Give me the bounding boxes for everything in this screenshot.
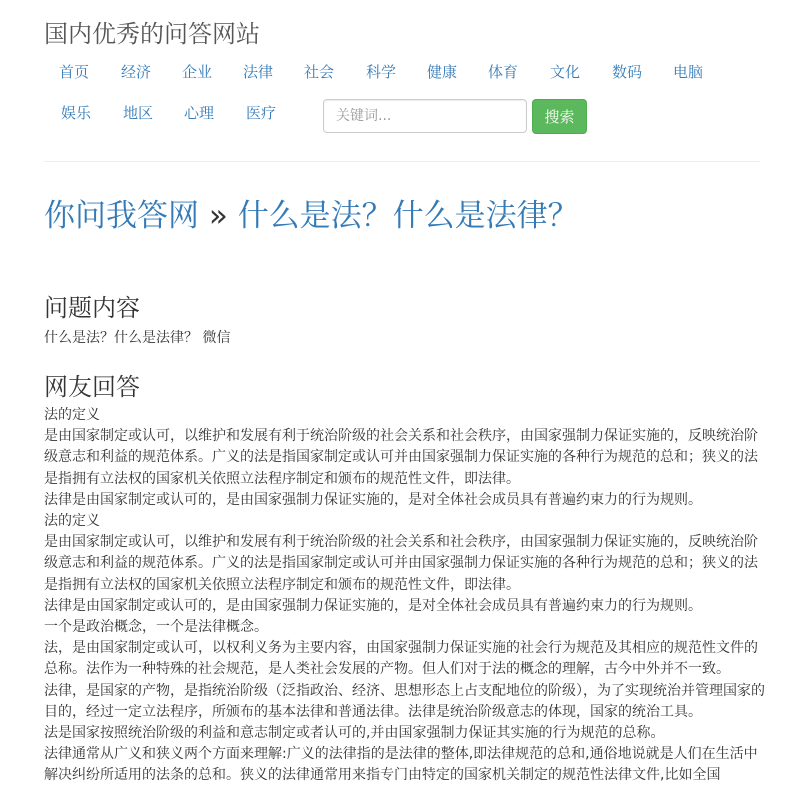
breadcrumb	[44, 190, 579, 235]
answer-paragraph: 法的定义	[44, 407, 100, 423]
nav-item-digital[interactable]: 数码	[612, 63, 643, 81]
answer-paragraph: 法律是由国家制定或认可的，是由国家强制力保证实施的，是对全体社会成员具有普遍约束力的行为规则。	[44, 491, 702, 508]
nav-item-computer[interactable]: 电脑	[673, 63, 704, 81]
nav-item-business[interactable]: 企业	[182, 63, 213, 81]
search-button[interactable]: 搜索	[532, 99, 587, 134]
answer-paragraph: 是由国家制定或认可，以维护和发展有利于统治阶级的社会关系和社会秩序，由国家强制力保证实施的，反映统治阶级意志和利益的规范体系。广义的法是指国家制定或认可并由国家强制力保证实施的各种行为规范的总和；狭义的法是指拥有立法权的国家机关依照立法程序制定和颁布的规范性文件，即法律。	[44, 428, 758, 487]
answer-paragraph: 法是国家按照统治阶级的利益和意志制定或者认可的,并由国家强制力保证其实施的行为规范的总称。	[44, 725, 665, 742]
nav-item-entertainment[interactable]: 娱乐	[61, 104, 92, 122]
answer-paragraph: 法律，是国家的产物，是指统治阶级（泛指政治、经济、思想形态上占支配地位的阶级），为了实现统治并管理国家的目的，经过一定立法程序，所颁布的基本法律和普通法律。法律是统治阶级意志的体现，国家的统治工具。	[44, 682, 765, 720]
nav-item-society[interactable]: 社会	[304, 63, 335, 81]
answer-paragraph: 法律是由国家制定或认可的，是由国家强制力保证实施的，是对全体社会成员具有普遍约束力的行为规则。	[44, 597, 702, 614]
nav-item-home[interactable]: 首页	[59, 63, 90, 81]
nav-item-culture[interactable]: 文化	[550, 63, 581, 81]
nav-item-sports[interactable]: 体育	[488, 63, 519, 81]
breadcrumb-current-link[interactable]: 什么是法？什么是法律？	[237, 198, 579, 234]
answer-paragraph: 法的定义	[44, 513, 100, 530]
answer-content	[44, 405, 766, 787]
nav-item-medical[interactable]: 医疗	[246, 104, 277, 122]
nav-item-law[interactable]: 法律	[243, 63, 274, 81]
nav-item-health[interactable]: 健康	[427, 63, 458, 81]
answer-paragraph: 法，是由国家制定或认可，以权利义务为主要内容，由国家强制力保证实施的社会行为规范及其相应的规范性文件的总称。法作为一种特殊的社会规范，是人类社会发展的产物。但人们对于法的概念的理解，古今中外并不一致。	[44, 640, 758, 678]
answers-heading: 网友回答	[44, 373, 140, 401]
nav-item-region[interactable]: 地区	[123, 104, 154, 122]
site-title: 国内优秀的问答网站	[44, 20, 260, 48]
divider	[44, 161, 760, 162]
nav-item-psychology[interactable]: 心理	[184, 104, 215, 122]
search-input[interactable]	[323, 99, 527, 133]
answer-paragraph: 法律通常从广义和狭义两个方面来理解:广义的法律指的是法律的整体,即法律规范的总和,通俗地说就是人们在生活中解决纠纷所适用的法条的总和。狭义的法律通常用来指专门由特定的国家机关制定的规范性法律文件,比如全国	[44, 746, 758, 784]
question-text: 什么是法？什么是法律？ 微信	[44, 330, 231, 346]
question-heading: 问题内容	[44, 294, 140, 322]
breadcrumb-separator: »	[208, 198, 228, 234]
nav-item-economy[interactable]: 经济	[121, 63, 152, 81]
nav-item-science[interactable]: 科学	[366, 63, 397, 81]
answer-paragraph: 一个是政治概念，一个是法律概念。	[44, 619, 268, 636]
answer-paragraph: 是由国家制定或认可，以维护和发展有利于统治阶级的社会关系和社会秩序，由国家强制力保证实施的，反映统治阶级意志和利益的规范体系。广义的法是指国家制定或认可并由国家强制力保证实施的各种行为规范的总和；狭义的法是指拥有立法权的国家机关依照立法程序制定和颁布的规范性文件，即法律。	[44, 534, 758, 593]
breadcrumb-home-link[interactable]: 你问我答网	[44, 198, 199, 234]
